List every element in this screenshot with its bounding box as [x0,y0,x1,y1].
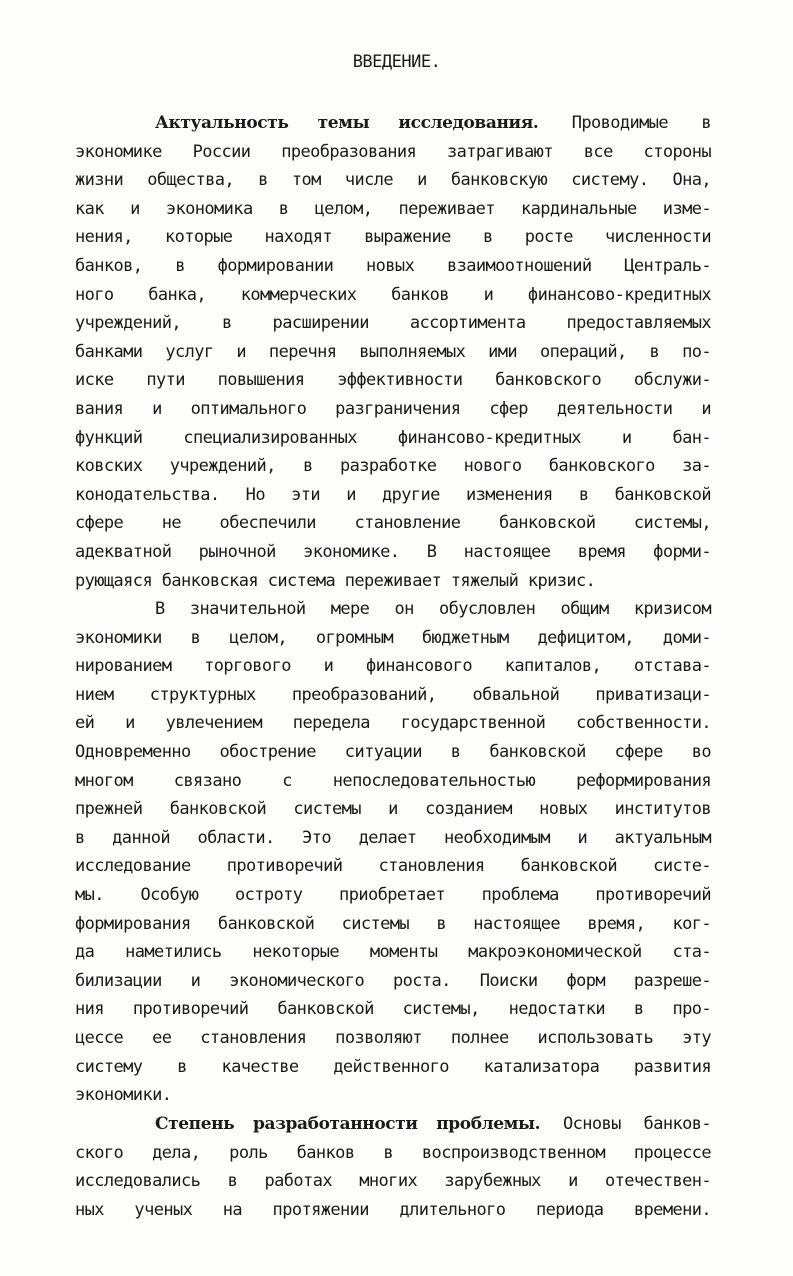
paragraph-line: жизни общества, в том числе и банковскую систему. Она, [75,170,711,191]
paragraph-line: Одновременно обострение ситуации в банковской сфере во [75,741,711,762]
section-crisis [75,595,711,1110]
paragraph-line: банков, в формировании новых взаимоотношений Централь- [75,255,711,276]
paragraph-line: конодательства. Но эти и другие изменения в банковской [75,484,711,505]
paragraph-line: экономики в целом, огромным бюджетным дефицитом, доми- [75,627,711,648]
paragraph-line: как и экономика в целом, переживает кардинальные изме- [75,198,711,219]
paragraph-line: Степень разработанности проблемы. Основы банков- [155,1114,711,1134]
paragraph-line: многом связано с непоследовательностью реформирования [75,770,711,791]
paragraph-line: вания и оптимального разграничения сфер деятельности и [75,398,711,419]
paragraph-line: банками услуг и перечня выполняемых ими операций, в по- [75,341,711,362]
paragraph-line: ных ученых на протяжении длительного периода времени. [75,1199,711,1220]
paragraph-line: нированием торгового и финансового капиталов, отстава- [75,656,711,677]
paragraph-line: Актуальность темы исследования. Проводимые в [155,113,711,133]
paragraph-line: систему в качестве действенного катализатора развития [75,1056,711,1077]
paragraph-line: нием структурных преобразований, обвальной приватизаци- [75,684,711,705]
paragraph-line: функций специализированных финансово-кредитных и бан- [75,427,711,448]
paragraph-line: ного банка, коммерческих банков и финансово-кредитных [75,284,711,305]
paragraph-line: экономики. [75,1085,172,1106]
paragraph-line: рующаяся банковская система переживает тяжелый кризис. [75,570,596,591]
paragraph-line: ского дела, роль банков в воспроизводственном процессе [75,1142,711,1163]
section-heading-development: Степень разработанности проблемы. [155,1114,541,1134]
document-title: ВВЕДЕНИЕ. [352,52,441,72]
paragraph-line: в данной области. Это делает необходимым и актуальным [75,827,711,848]
paragraph-line: нения, которые находят выражение в росте численности [75,227,711,248]
section-development [75,1110,711,1224]
paragraph-line: сфере не обеспечили становление банковской системы, [75,513,711,534]
paragraph-line: формирования банковской системы в настоящее время, ког- [75,913,711,934]
paragraph-line: исследовались в работах многих зарубежных и отечествен- [75,1171,711,1192]
paragraph-line: ковских учреждений, в разработке нового банковского за- [75,456,711,477]
paragraph-line: В значительной мере он обусловлен общим кризисом [155,599,711,619]
paragraph-line: исследование противоречий становления банковской систе- [75,856,711,877]
paragraph-line: да наметились некоторые моменты макроэкономической ста- [75,942,711,963]
section-actuality [75,109,711,595]
section-heading-actuality: Актуальность темы исследования. [155,113,539,133]
paragraph-line: иске пути повышения эффективности банковского обслужи- [75,370,711,391]
paragraph-line: адекватной рыночной экономике. В настоящее время форми- [75,541,711,562]
paragraph-line: ей и увлечением передела государственной собственности. [75,713,711,734]
paragraph-line: экономике России преобразования затрагивают все стороны [75,141,711,162]
paragraph-line: билизации и экономического роста. Поиски форм разреше- [75,970,711,991]
paragraph-line: ния противоречий банковской системы, недостатки в про- [75,999,711,1020]
paragraph-line: учреждений, в расширении ассортимента предоставляемых [75,313,711,334]
paragraph-line: цессе ее становления позволяют полнее использовать эту [75,1027,711,1048]
paragraph-line: мы. Особую остроту приобретает проблема противоречий [75,884,711,905]
paragraph-line: прежней банковской системы и созданием новых институтов [75,799,711,820]
